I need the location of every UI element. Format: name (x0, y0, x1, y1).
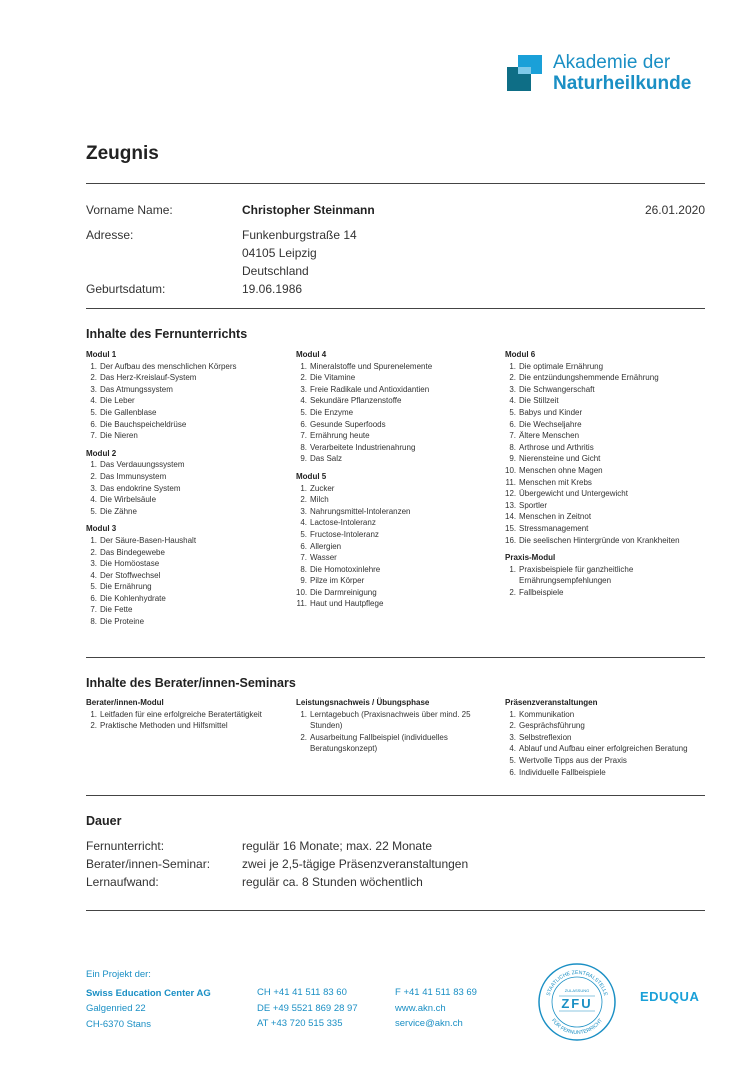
list-item-text: Gesunde Superfoods (310, 419, 386, 429)
list-item (296, 442, 501, 454)
list-item-number: 4. (90, 570, 97, 580)
fern-column-3 (505, 349, 710, 598)
list-item-number: 10. (505, 465, 517, 475)
list-item-text: Die Homotoxinlehre (310, 564, 381, 574)
list-item (505, 511, 710, 523)
list-item-text: Verarbeitete Industrienahrung (310, 442, 416, 452)
list-item (86, 581, 291, 593)
list-item-text: Die Proteine (100, 617, 145, 627)
list-item-number: 2. (509, 373, 516, 383)
list-item (296, 453, 501, 465)
list-item-number: 2. (509, 721, 516, 731)
list-item-number: 2. (90, 373, 97, 383)
list-item-text: Freie Radikale und Antioxidantien (310, 384, 430, 394)
footer-contact (395, 985, 477, 1032)
list-item-text: Der Stoffwechsel (100, 570, 161, 580)
list-item-text: Milch (310, 495, 329, 505)
list-item-number: 2. (300, 373, 307, 383)
seal-top-text: STAATLICHE ZENTRALSTELLE (545, 969, 609, 997)
list-item (296, 529, 501, 541)
list-item-number: 4. (90, 396, 97, 406)
list-item-number: 8. (509, 442, 516, 452)
module-heading: Praxis-Modul (505, 553, 556, 563)
list-item-number: 4. (300, 396, 307, 406)
list-item-text: Die Ernährung (100, 582, 152, 592)
list-item (296, 494, 501, 506)
list-item (505, 564, 710, 587)
list-item-text: Die optimale Ernährung (519, 361, 604, 371)
list-item-text: Sportler (519, 500, 548, 510)
footer-web[interactable]: www.akn.ch (395, 1002, 446, 1014)
list-item-number: 9. (300, 454, 307, 464)
eduqua-text: EDUQUA (640, 989, 700, 1004)
footer-phones (257, 985, 358, 1032)
list-item-text: Die Schwangerschaft (519, 384, 595, 394)
list-item (505, 419, 710, 431)
list-item (505, 743, 710, 755)
birth-label: Geburtsdatum: (86, 282, 166, 296)
list-item-text: Arthrose und Arthritis (519, 442, 594, 452)
list-item-number: 3. (90, 559, 97, 569)
list-item-number: 4. (300, 518, 307, 528)
list-item-number: 2. (300, 732, 307, 742)
fern-column-1 (86, 349, 291, 628)
list-item-number: 14. (505, 512, 517, 522)
seal-bottom-text: FÜR FERNUNTERRICHT (550, 1017, 604, 1037)
list-item-number: 4. (90, 495, 97, 505)
list-item-text: Fallbeispiele (519, 587, 564, 597)
list-item-text: Menschen mit Krebs (519, 477, 592, 487)
list-item-text: Menschen ohne Magen (519, 465, 603, 475)
address-label: Adresse: (86, 228, 134, 242)
module-heading: Modul 3 (86, 524, 117, 534)
list-item-number: 6. (509, 767, 516, 777)
footer-phone-ch: CH +41 41 511 83 60 (257, 987, 347, 998)
list-item-text: Pilze im Körper (310, 576, 365, 586)
list-item-text: Stressmanagement (519, 523, 589, 533)
module-heading: Modul 4 (296, 350, 327, 359)
list-item-text: Die Wechseljahre (519, 419, 582, 429)
list-item (505, 465, 710, 477)
list-item-text: Die Darmreinigung (310, 587, 377, 597)
list-item (86, 361, 291, 373)
list-item (86, 384, 291, 396)
list-item (505, 453, 710, 465)
list-item-number: 3. (300, 506, 307, 516)
list-item-number: 8. (90, 617, 97, 627)
list-item (86, 483, 291, 495)
list-item-text: Das Bindegewebe (100, 547, 165, 557)
list-item-text: Ausarbeitung Fallbeispiel (individuelles Beratungskonzept) (310, 732, 448, 754)
list-item (296, 541, 501, 553)
list-item-number: 6. (300, 541, 307, 551)
list-item (296, 419, 501, 431)
list-item-number: 2. (90, 547, 97, 557)
module-heading: Modul 2 (86, 448, 117, 458)
list-item (505, 535, 710, 547)
list-item (505, 488, 710, 500)
list-item-number: 6. (509, 419, 516, 429)
list-item (86, 494, 291, 506)
list-item-number: 1. (90, 709, 97, 719)
list-item-number: 16. (505, 535, 517, 545)
list-item-number: 7. (300, 553, 307, 563)
list-item-number: 5. (509, 407, 516, 417)
logo-text-line1: Akademie der (553, 52, 671, 73)
list-item (296, 395, 501, 407)
footer-email[interactable]: service@akn.ch (395, 1018, 463, 1029)
list-item-text: Die Homöostase (100, 559, 160, 569)
list-item-text: Das Atmungssystem (100, 384, 173, 394)
list-item-text: Mineralstoffe und Spurenelemente (310, 361, 433, 371)
list-item-number: 4. (509, 744, 516, 754)
list-item-text: Das Verdauungssystem (100, 460, 185, 470)
list-item-number: 7. (90, 431, 97, 441)
dauer-value-aufwand: regulär ca. 8 Stunden wöchentlich (242, 875, 423, 889)
list-item-number: 1. (90, 361, 97, 371)
list-item-text: Menschen in Zeitnot (519, 512, 592, 522)
list-item-text: Leitfaden für eine erfolgreiche Beratertätigkeit (100, 709, 262, 719)
name-label: Vorname Name: (86, 203, 173, 217)
list-item-text: Die Zähne (100, 506, 137, 516)
list-item-number: 1. (509, 361, 516, 371)
list-item-text: Das Immunsystem (100, 471, 167, 481)
fern-column-2 (296, 349, 501, 610)
list-item-text: Ernährung heute (310, 431, 370, 441)
list-item-number: 5. (509, 755, 516, 765)
list-item-text: Haut und Hautpflege (310, 599, 384, 609)
dauer-section-title: Dauer (86, 814, 122, 828)
footer-company: Swiss Education Center AG (86, 987, 211, 999)
list-item-text: Praxisbeispiele für ganzheitliche Ernährungsempfehlungen (519, 564, 634, 586)
list-item-number: 13. (505, 500, 517, 510)
list-item-text: Der Aufbau des menschlichen Körpers (100, 361, 237, 371)
dauer-value-seminar: zwei je 2,5-tägige Präsenzveranstaltungen (242, 857, 469, 871)
list-item-number: 6. (300, 419, 307, 429)
list-item-text: Sekundäre Pflanzenstoffe (310, 396, 402, 406)
list-item (505, 395, 710, 407)
list-item-number: 5. (90, 407, 97, 417)
birth-date: 19.06.1986 (242, 282, 303, 296)
list-item (505, 500, 710, 512)
footer-company-block (86, 967, 211, 1032)
list-item (296, 732, 481, 755)
list-item-text: Das endokrine System (100, 483, 181, 493)
dauer-label-seminar: Berater/innen-Seminar: (86, 857, 211, 871)
list-item-text: Individuelle Fallbeispiele (519, 767, 606, 777)
list-item-number: 10. (296, 587, 308, 597)
list-item-number: 12. (505, 489, 517, 499)
list-item (86, 709, 266, 721)
list-item-text: Lerntagebuch (Praxisnachweis über mind. 25 Stunden) (310, 709, 471, 731)
list-item-number: 5. (300, 407, 307, 417)
list-item-number: 3. (509, 384, 516, 394)
divider (86, 308, 705, 309)
footer-phone-at: AT +43 720 515 335 (257, 1018, 343, 1029)
list-item (296, 483, 501, 495)
list-item-number: 1. (509, 709, 516, 719)
dauer-label-fern: Fernunterricht: (86, 839, 165, 853)
eduqua-logo (640, 989, 699, 1004)
list-item (296, 517, 501, 529)
list-item-number: 4. (509, 396, 516, 406)
list-item-number: 2. (90, 721, 97, 731)
list-item (296, 372, 501, 384)
berater-column-3 (505, 697, 710, 778)
footer-fax: F +41 41 511 83 69 (395, 987, 477, 998)
list-item (296, 384, 501, 396)
student-name: Christopher Steinmann (242, 203, 375, 217)
list-item (86, 547, 291, 559)
footer-phone-de: DE +49 5521 869 28 97 (257, 1002, 358, 1014)
list-item-number: 5. (90, 506, 97, 516)
module-heading: Modul 5 (296, 471, 327, 481)
list-item (505, 430, 710, 442)
list-item-number: 3. (300, 384, 307, 394)
list-item-number: 9. (509, 454, 516, 464)
zfu-seal (537, 962, 617, 1042)
list-item (86, 459, 291, 471)
address-street: Funkenburgstraße 14 (242, 228, 357, 242)
dauer-value-fern: regulär 16 Monate; max. 22 Monate (242, 839, 433, 853)
list-item (86, 407, 291, 419)
list-item (86, 616, 291, 628)
list-item-text: Die Fette (100, 605, 133, 615)
list-item (86, 604, 291, 616)
list-item-text: Nahrungsmittel-Intoleranzen (310, 506, 411, 516)
list-item-text: Gesprächsführung (519, 721, 585, 731)
list-item-text: Allergien (310, 541, 342, 551)
module-heading: Präsenzveranstaltungen (505, 698, 598, 707)
list-item-number: 6. (90, 419, 97, 429)
list-item (505, 372, 710, 384)
list-item-number: 5. (90, 582, 97, 592)
list-item-text: Fructose-Intoleranz (310, 529, 379, 539)
list-item-number: 1. (90, 460, 97, 470)
fern-section-title: Inhalte des Fernunterrichts (86, 327, 248, 341)
list-item (505, 407, 710, 419)
list-item-number: 8. (300, 564, 307, 574)
list-item-text: Die Wirbelsäule (100, 495, 157, 505)
list-item (86, 506, 291, 518)
logo-text-line2: Naturheilkunde (553, 73, 692, 94)
list-item-text: Die Stillzeit (519, 396, 559, 406)
list-item-text: Die Vitamine (310, 373, 356, 383)
list-item (505, 361, 710, 373)
page-title: Zeugnis (86, 143, 159, 164)
module-heading: Modul 1 (86, 350, 117, 359)
list-item-text: Wertvolle Tipps aus der Praxis (519, 755, 627, 765)
berater-column-2 (296, 697, 481, 755)
list-item (86, 593, 291, 605)
list-item-number: 7. (90, 605, 97, 615)
list-item-text: Ältere Menschen (519, 431, 580, 441)
list-item-text: Lactose-Intoleranz (310, 518, 376, 528)
list-item (505, 732, 710, 744)
list-item (86, 720, 266, 732)
list-item-text: Die entzündungshemmende Ernährung (519, 373, 659, 383)
list-item-number: 3. (90, 384, 97, 394)
list-item-number: 1. (90, 535, 97, 545)
list-item-text: Praktische Methoden und Hilfsmittel (100, 721, 228, 731)
list-item (296, 552, 501, 564)
list-item (505, 523, 710, 535)
seal-mid-text: ZULASSUNG (564, 988, 590, 993)
list-item (86, 372, 291, 384)
list-item-number: 1. (509, 564, 516, 574)
list-item (86, 535, 291, 547)
list-item (505, 384, 710, 396)
list-item-text: Die Nieren (100, 431, 138, 441)
divider (86, 183, 705, 184)
logo-square-overlap (518, 67, 531, 74)
list-item (505, 755, 710, 767)
list-item-number: 1. (300, 361, 307, 371)
list-item (86, 419, 291, 431)
list-item (505, 709, 710, 721)
list-item (86, 471, 291, 483)
list-item-number: 2. (90, 471, 97, 481)
footer-project-label: Ein Projekt der: (86, 969, 151, 980)
list-item-text: Die seelischen Hintergründe von Krankheiten (519, 535, 680, 545)
list-item-text: Das Salz (310, 454, 343, 464)
list-item-number: 7. (300, 431, 307, 441)
list-item-text: Der Säure-Basen-Haushalt (100, 535, 197, 545)
module-heading: Berater/innen-Modul (86, 698, 164, 707)
list-item-text: Wasser (310, 553, 337, 563)
module-heading: Leistungsnachweis / Übungsphase (296, 698, 430, 707)
list-item (505, 720, 710, 732)
list-item (296, 709, 481, 732)
list-item (296, 430, 501, 442)
list-item-text: Kommunikation (519, 709, 575, 719)
list-item (86, 570, 291, 582)
list-item-text: Das Herz-Kreislauf-System (100, 373, 197, 383)
list-item-number: 5. (300, 529, 307, 539)
footer-city: CH-6370 Stans (86, 1018, 151, 1030)
list-item-text: Nierensteine und Gicht (519, 454, 601, 464)
list-item-text: Übergewicht und Untergewicht (519, 489, 628, 499)
dauer-label-aufwand: Lernaufwand: (86, 875, 159, 889)
divider (86, 795, 705, 796)
list-item-number: 2. (509, 587, 516, 597)
list-item (296, 564, 501, 576)
list-item-text: Babys und Kinder (519, 407, 583, 417)
list-item-text: Die Bauchspeicheldrüse (100, 419, 187, 429)
certificate-date: 26.01.2020 (644, 203, 705, 217)
list-item (296, 598, 501, 610)
list-item-text: Die Leber (100, 396, 135, 406)
list-item (505, 477, 710, 489)
module-heading: Modul 6 (505, 350, 536, 359)
list-item-number: 9. (300, 576, 307, 586)
list-item (86, 430, 291, 442)
list-item (296, 506, 501, 518)
list-item-text: Die Enzyme (310, 407, 354, 417)
list-item-number: 8. (300, 442, 307, 452)
list-item (505, 442, 710, 454)
list-item (296, 575, 501, 587)
list-item (505, 767, 710, 779)
list-item-number: 2. (300, 495, 307, 505)
list-item-number: 3. (509, 732, 516, 742)
list-item-text: Selbstreflexion (519, 732, 572, 742)
list-item-number: 15. (505, 523, 517, 533)
berater-column-1 (86, 697, 266, 732)
list-item (86, 558, 291, 570)
list-item (296, 407, 501, 419)
list-item-text: Zucker (310, 483, 335, 493)
list-item-number: 11. (296, 599, 307, 609)
divider (86, 910, 705, 911)
list-item-text: Die Gallenblase (100, 407, 157, 417)
list-item-number: 6. (90, 593, 97, 603)
list-item-text: Ablauf und Aufbau einer erfolgreichen Beratung (519, 744, 688, 754)
footer-street: Galgenried 22 (86, 1003, 146, 1014)
address-country: Deutschland (242, 264, 309, 278)
address-city: 04105 Leipzig (242, 246, 317, 260)
divider (86, 657, 705, 658)
list-item (296, 587, 501, 599)
list-item-text: Die Kohlenhydrate (100, 593, 166, 603)
list-item (86, 395, 291, 407)
list-item-number: 11. (505, 477, 516, 487)
list-item-number: 3. (90, 483, 97, 493)
list-item-number: 1. (300, 709, 307, 719)
akademie-logo (507, 52, 717, 97)
list-item (505, 587, 710, 599)
seal-letters: ZFU (561, 996, 593, 1011)
berater-section-title: Inhalte des Berater/innen-Seminars (86, 676, 296, 690)
list-item-number: 1. (300, 483, 307, 493)
list-item-number: 7. (509, 431, 516, 441)
list-item (296, 361, 501, 373)
